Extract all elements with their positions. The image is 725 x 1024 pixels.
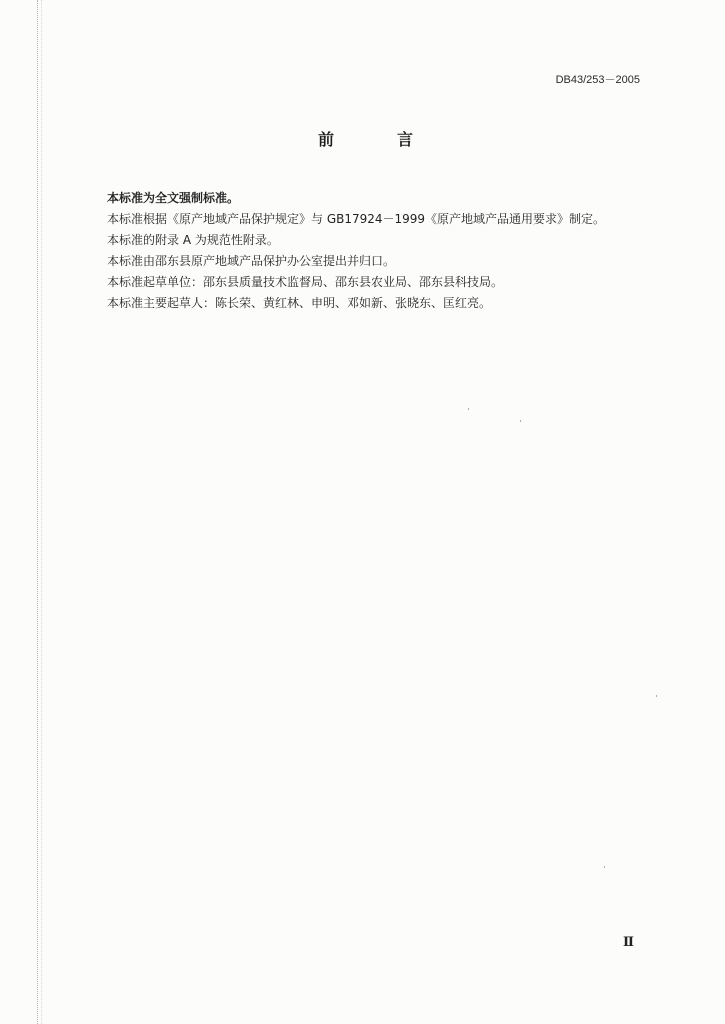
page-number: Ⅱ: [623, 935, 634, 950]
foreword-line-mandatory: 本标准为全文强制标准。: [107, 191, 240, 205]
foreword-line-drafting-units: 本标准起草单位：邵东县质量技术监督局、邵东县农业局、邵东县科技局。: [107, 275, 504, 289]
foreword-line-drafters: 本标准主要起草人：陈长荣、黄红林、申明、邓如新、张晓东、匡红亮。: [107, 296, 492, 310]
scan-speck: [604, 866, 605, 868]
foreword-line-basis: 本标准根据《原产地域产品保护规定》与 GB17924－1999《原产地域产品通用要求》制定。: [107, 212, 606, 226]
foreword-body: [107, 191, 667, 317]
document-code: DB43/253－2005: [555, 74, 640, 86]
page-title-char-1: 前: [317, 130, 334, 149]
page-title-char-2: 言: [396, 130, 413, 149]
foreword-line-appendix: 本标准的附录 A 为规范性附录。: [107, 233, 279, 247]
binding-edge-dots: [37, 0, 38, 1024]
binding-edge-dots-inner: [41, 0, 42, 1024]
page-title: [0, 130, 725, 150]
scan-speck: [468, 408, 469, 410]
foreword-line-proposer: 本标准由邵东县原产地域产品保护办公室提出并归口。: [107, 254, 396, 268]
scan-speck: [520, 420, 521, 422]
scan-speck: [656, 695, 657, 697]
